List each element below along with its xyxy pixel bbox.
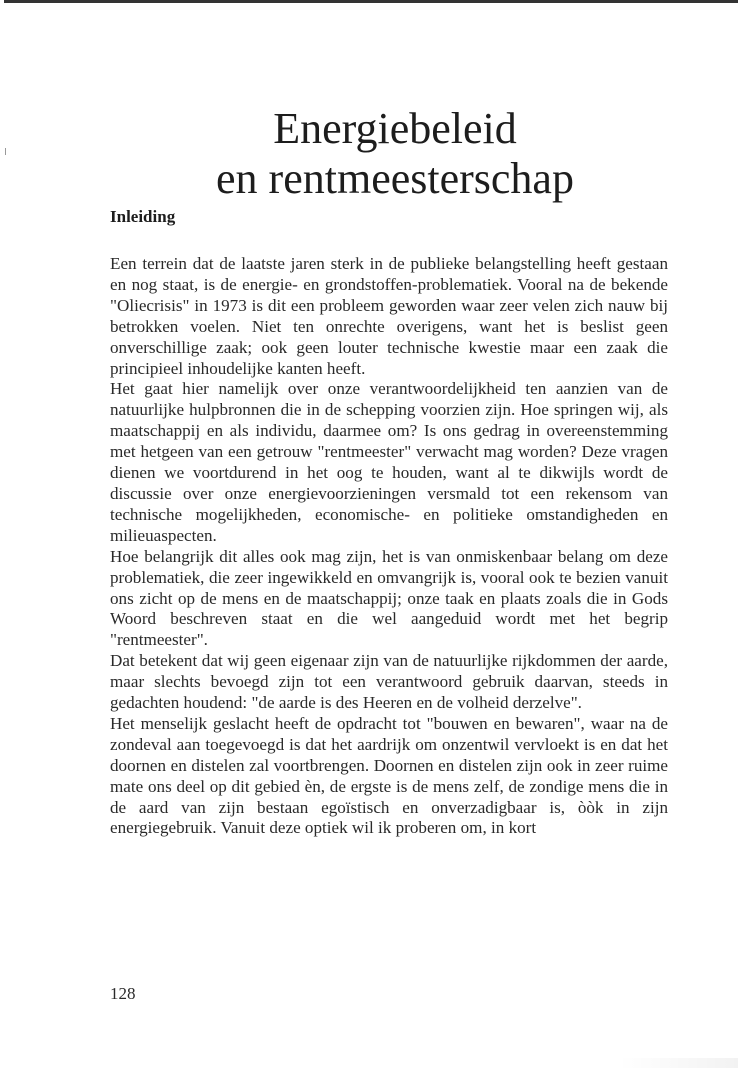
page-title: [195, 104, 595, 204]
paragraph-2: Het gaat hier namelijk over onze verantwoordelijkheid ten aanzien van de natuurlijke hulpbronnen die in de schepping voorzien zijn. Hoe springen wij, als maatschappij en als individu, daarmee om? Is ons gedrag in overeenstemming met hetgeen van een getrouw "rentmeester" verwacht mag worden? Deze vragen dienen we voortdurend in het oog te houden, want al te dikwijls wordt de discussie over onze energievoorzieningen versmald tot een rekensom van technische mogelijkheden, economische- en politieke omstandigheden en milieuaspecten.: [110, 379, 668, 545]
top-border-rule: [4, 0, 738, 3]
paragraph-1: Een terrein dat de laatste jaren sterk in de publieke belangstelling heeft gestaan en nog staat, is de energie- en grondstoffen-problematiek. Vooral na de bekende "Oliecrisis" in 1973 is dit een probleem geworden waar zeer velen zich nauw bij betrokken voelen. Niet ten onrechte overigens, want het is beslist geen onverschillige zaak; ook geen louter technische kwestie maar een zaak die principieel inhoudelijke kanten heeft.: [110, 254, 668, 378]
margin-mark: [5, 148, 6, 155]
paragraph-5: Het menselijk geslacht heeft de opdracht tot "bouwen en bewaren", waar na de zondeval aan toegevoegd is dat het aardrijk om onzentwil vervloekt is en dat het doornen en distelen zal voortbrengen. Doornen en distelen zijn ook in zeer ruime mate ons deel op dit gebied èn, de ergste is de mens zelf, de zondige mens die in de aard van zijn bestaan egoïstisch en onverzadigbaar is, òòk in zijn energiegebruik. Vanuit deze optiek wil ik proberen om, in kort: [110, 713, 668, 838]
page-edge-shadow: [618, 1058, 738, 1068]
page-number: 128: [110, 984, 136, 1003]
title-line-2: en rentmeesterschap: [216, 154, 574, 203]
paragraph-4: Dat betekent dat wij geen eigenaar zijn van de natuurlijke rijkdommen der aarde, maar slechts bevoegd zijn tot een verantwoord gebruik daarvan, steeds in gedachten houdend: "de aarde is des Heeren en de volheid derzelve".: [110, 651, 668, 713]
title-line-1: Energiebeleid: [273, 104, 517, 153]
paragraph-3: Hoe belangrijk dit alles ook mag zijn, het is van onmiskenbaar belang om deze problematiek, die zeer ingewikkeld en omvangrijk is, vooral ook te bezien vanuit ons zicht op de mens en de maatschappij; onze taak en plaats zoals die in Gods Woord beschreven staat en die wel aangeduid wordt met het begrip "rentmeester".: [110, 546, 668, 650]
body-text: [110, 254, 668, 839]
section-heading: Inleiding: [110, 207, 176, 226]
